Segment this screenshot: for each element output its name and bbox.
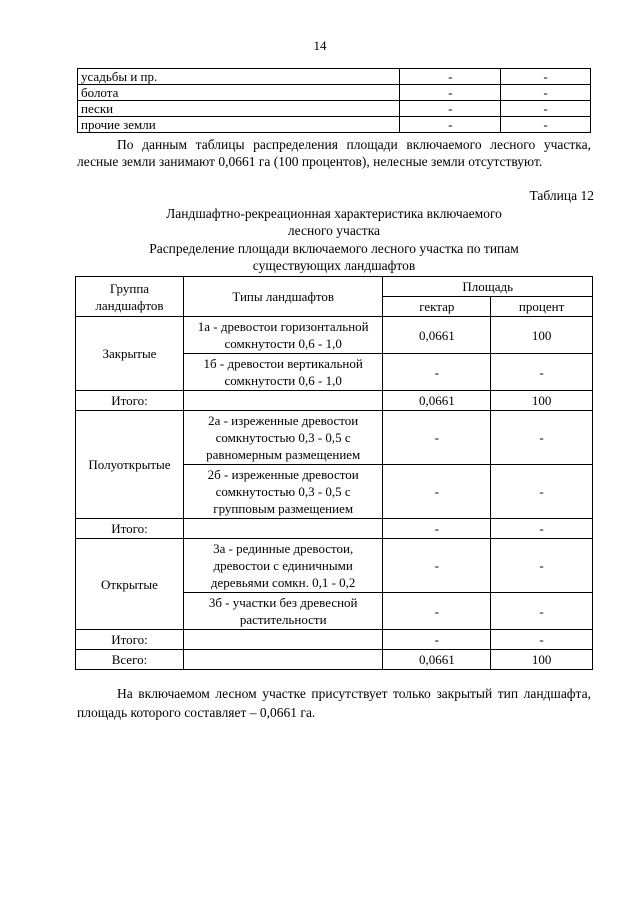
table-subtitle-line: Распределение площади включаемого лесного участка по типам — [149, 241, 519, 256]
row-value-pct: - — [501, 69, 591, 85]
subtotal-label: Итого: — [76, 391, 184, 411]
grand-total-pct: 100 — [491, 650, 593, 670]
subtotal-row — [76, 391, 593, 411]
empty-cell — [183, 519, 383, 539]
empty-cell — [183, 391, 383, 411]
landscape-type: 2б - изреженные древостои сомкнутостью 0,3 - 0,5 с групповым размещением — [183, 465, 383, 519]
area-ha: - — [383, 354, 491, 391]
area-pct: - — [491, 539, 593, 593]
area-pct: - — [491, 593, 593, 630]
table-row — [76, 539, 593, 593]
group-open: Открытые — [76, 539, 184, 630]
subtotal-pct: - — [491, 630, 593, 650]
table-title-line: Ландшафтно-рекреационная характеристика включаемого — [166, 206, 502, 221]
paragraph-conclusion: На включаемом лесном участке присутствует только закрытый тип ландшафта, площадь которого составляет – 0,0661 га. — [77, 686, 591, 720]
header-ha: гектар — [383, 297, 491, 317]
area-ha: 0,0661 — [383, 317, 491, 354]
area-ha: - — [383, 411, 491, 465]
landscape-type: 2а - изреженные древостои сомкнутостью 0,3 - 0,5 с равномерным размещением — [183, 411, 383, 465]
header-area: Площадь — [383, 277, 593, 297]
empty-cell — [183, 630, 383, 650]
landscape-types-table — [75, 276, 593, 670]
row-value-pct: - — [501, 85, 591, 101]
empty-cell — [183, 650, 383, 670]
page-number: 14 — [313, 38, 327, 53]
row-name: болота — [78, 85, 400, 101]
row-value-pct: - — [501, 101, 591, 117]
row-name: усадьбы и пр. — [78, 69, 400, 85]
area-pct: - — [491, 411, 593, 465]
header-types: Типы ландшафтов — [183, 277, 383, 317]
subtotal-row — [76, 630, 593, 650]
row-value-ha: - — [400, 85, 501, 101]
group-semi-open: Полуоткрытые — [76, 411, 184, 519]
grand-total-row — [76, 650, 593, 670]
table-subtitle-line: существующих ландшафтов — [252, 258, 416, 273]
area-pct: 100 — [491, 317, 593, 354]
header-row — [76, 277, 593, 297]
table-row — [78, 85, 591, 101]
grand-total-label: Всего: — [76, 650, 184, 670]
header-pct: процент — [491, 297, 593, 317]
area-pct: - — [491, 465, 593, 519]
subtotal-label: Итого: — [76, 630, 184, 650]
subtotal-ha: - — [383, 519, 491, 539]
table-row — [78, 69, 591, 85]
table-row — [76, 317, 593, 354]
landscape-type: 3а - рединные древостои, древостои с единичными деревьями сомкн. 0,1 - 0,2 — [183, 539, 383, 593]
table-row — [78, 101, 591, 117]
subtotal-ha: 0,0661 — [383, 391, 491, 411]
subtotal-pct: 100 — [491, 391, 593, 411]
landscape-type: 1а - древостои горизонтальной сомкнутости 0,6 - 1,0 — [183, 317, 383, 354]
row-value-ha: - — [400, 69, 501, 85]
area-ha: - — [383, 539, 491, 593]
subtotal-label: Итого: — [76, 519, 184, 539]
area-pct: - — [491, 354, 593, 391]
area-ha: - — [383, 593, 491, 630]
subtotal-row — [76, 519, 593, 539]
row-name: прочие земли — [78, 117, 400, 133]
row-value-ha: - — [400, 117, 501, 133]
group-closed: Закрытые — [76, 317, 184, 391]
landscape-type: 1б - древостои вертикальной сомкнутости 0,6 - 1,0 — [183, 354, 383, 391]
table-row — [76, 411, 593, 465]
table-row — [78, 117, 591, 133]
paragraph-forest-lands: По данным таблицы распределения площади включаемого лесного участка, лесные земли занимают 0,0661 га (100 процентов), нелесные земли отсутствуют. — [77, 137, 591, 169]
area-ha: - — [383, 465, 491, 519]
row-name: пески — [78, 101, 400, 117]
subtotal-ha: - — [383, 630, 491, 650]
subtotal-pct: - — [491, 519, 593, 539]
table-title-line: лесного участка — [287, 223, 381, 238]
table-label: Таблица 12 — [529, 188, 594, 203]
grand-total-ha: 0,0661 — [383, 650, 491, 670]
row-value-pct: - — [501, 117, 591, 133]
landscape-type: 3б - участки без древесной растительности — [183, 593, 383, 630]
header-group: Группа ландшафтов — [76, 277, 184, 317]
row-value-ha: - — [400, 101, 501, 117]
land-distribution-table-continued — [77, 68, 591, 133]
